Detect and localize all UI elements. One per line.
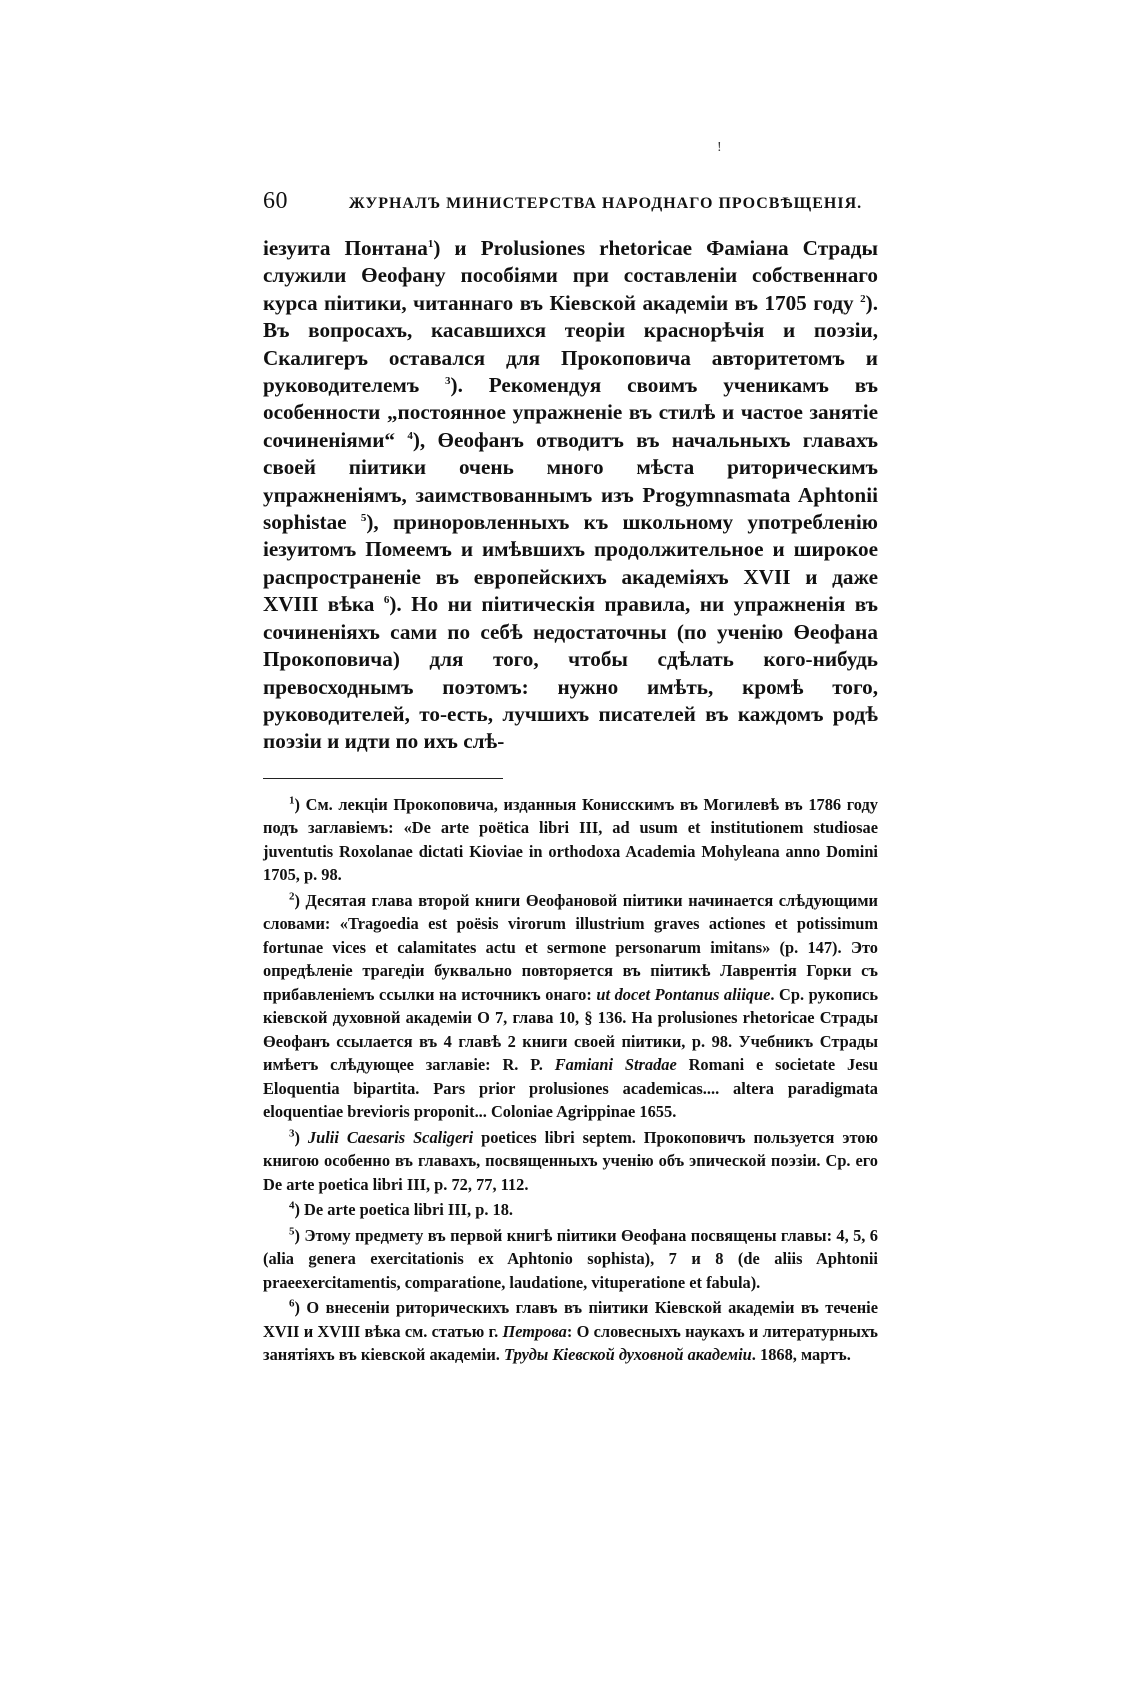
footnote-mark: 6 xyxy=(289,1297,295,1310)
footnote-mark: 4 xyxy=(289,1199,295,1212)
text-segment: ). Но ни піитическія правила, ни упражненія въ сочиненіяхъ сами по себѣ недостаточны (по ученію Өеофана Прокоповича) для того, чтобы сдѣлать кого-нибудь превосходнымъ поэтомъ: нужно имѣть, кромѣ того, руководителей, то-есть, лучшихъ писателей въ каждомъ родѣ поэзіи и идти по ихъ слѣ- xyxy=(263,592,878,754)
footnote-divider xyxy=(263,778,503,779)
footnote-italic: Julii Caesaris Scaligeri xyxy=(307,1127,474,1147)
text-segment: ). Рекомендуя своимъ ученикамъ въ особенности „постоянное упражненіе въ стилѣ и частое занятіе сочиненіями“ xyxy=(263,373,878,452)
footnote-text: . Ср. рукопись кіевской духовной академіи О 7, глава 10, § 136. На prolusiones rhetoricae Страды Өеофанъ ссылается въ 4 главѣ 2 книги своей піитики, р. 98. Учебникъ Страды имѣетъ слѣдующее заглавіе: R. P. xyxy=(263,984,878,1075)
footnote-text: : О словесныхъ наукахъ и литературныхъ занятіяхъ въ кіевской академіи. xyxy=(263,1321,878,1365)
footnote-mark: 2 xyxy=(289,890,295,903)
footnote-text: ) Десятая глава второй книги Өеофановой піитики начинается слѣдующими словами: «Tragoedia est poësis virorum illustrium graves actiones et potissimum fortunae vices et calamitates actu et sermone personarum imitans» (p. 147). Это опредѣленіе трагедіи буквально повторяется въ піитикѣ Лаврентія Горки съ прибавленіемъ ссылки на источникъ онаго: xyxy=(263,890,878,1004)
footnote-text: ) О внесеніи риторическихъ главъ въ піитики Кіевской академіи въ теченіе XVII и XVIII вѣка см. статью г. xyxy=(263,1298,878,1341)
footnote-ref: 2 xyxy=(860,292,866,305)
footnote-ref: 6 xyxy=(383,594,390,607)
text-segment: ), приноровленныхъ къ школьному употребленію іезуитомъ Помеемъ и имѣвшихъ продолжительное и широкое распространеніе въ европейскихъ академіяхъ XVII и даже XVIII вѣка xyxy=(263,510,878,617)
footnote-ref: 1 xyxy=(427,237,434,250)
footnote-5 xyxy=(263,1224,878,1295)
footnote-text: ) De arte poetica libri III, p. 18. xyxy=(294,1200,514,1220)
footnote-ref: 5 xyxy=(360,512,367,524)
footnote-italic: Труды Кіевской духовной академіи xyxy=(503,1345,752,1365)
footnote-text: . 1868, мартъ. xyxy=(751,1345,851,1365)
text-segment: іезуита Понтана xyxy=(263,236,428,260)
footnote-text: Romani e societate Jesu Eloquentia bipartita. Pars prior prolusiones academicas.... altera paradigmata eloquentiae brevioris proponit... Coloniae Agrippinae 1655. xyxy=(263,1055,878,1122)
footnote-ref: 3 xyxy=(445,374,451,387)
text-segment: ), Өеофанъ отводитъ въ начальныхъ главахъ своей піитики очень много мѣста риторическимъ упражненіямъ, заимствованнымъ изъ Progymnasmata Aphtonii sophistae xyxy=(263,427,878,535)
page xyxy=(263,188,878,1369)
page-number: 60 xyxy=(263,188,288,214)
text-segment: ). Въ вопросахъ, касавшихся теоріи краснорѣчія и поэзіи, Скалигеръ оставался для Прокоповича авторитетомъ и руководителемъ xyxy=(263,290,878,398)
footnote-mark: 3 xyxy=(289,1127,295,1140)
footnote-italic: Famiani Stradae xyxy=(554,1055,677,1075)
main-paragraph xyxy=(263,235,878,756)
footnote-italic: ut docet Pontanus aliique xyxy=(596,984,771,1004)
footnote-6 xyxy=(263,1296,878,1367)
stray-mark: ! xyxy=(717,140,722,155)
footnote-4 xyxy=(263,1198,878,1222)
footnote-text: ) xyxy=(294,1127,300,1147)
footnote-text: poetices libri septem. Прокоповичъ пользуется этою книгою особенно въ главахъ, посвященныхъ ученію объ эпической поэзіи. Ср. его De arte poetica libri III, p. 72, 77, 112. xyxy=(263,1127,878,1194)
footnote-mark: 5 xyxy=(289,1225,295,1238)
footnote-text: ) Этому предмету въ первой книгѣ піитики Өеофана посвящены главы: 4, 5, 6 (alia genera exercitationis ex Aphtonio sophista), 7 и 8 (de aliis Aphtonii praeexercitamentis, comparatione, laudatione, vituperatione et fabula). xyxy=(263,1225,878,1292)
text-segment: ) и Prolusiones rhetoricae Фаміана Страды служили Өеофану пособіями при составленіи собственнаго курса піитики, читаннаго въ Кіевской академіи въ 1705 году xyxy=(263,236,879,315)
footnote-italic: Петрова xyxy=(502,1321,567,1341)
page-header xyxy=(263,188,878,215)
footnote-text: ) См. лекціи Прокоповича, изданныя Конисскимъ въ Могилевѣ въ 1786 году подъ заглавіемъ: «De arte poëtica libri III, ad usum et institutionem studiosae juventutis Roxolanae dictati Kioviae in orthodoxa Academia Mohyleana anno Domini 1705, p. 98. xyxy=(263,794,878,885)
footnote-mark: 1 xyxy=(289,794,295,807)
footnote-3 xyxy=(263,1126,878,1197)
running-title: ЖУРНАЛЪ МИНИСТЕРСТВА НАРОДНАГО ПРОСВѢЩЕНІЯ. xyxy=(348,195,863,212)
footnote-1 xyxy=(263,793,878,887)
footnote-2 xyxy=(263,889,878,1124)
footnote-ref: 4 xyxy=(407,429,413,442)
